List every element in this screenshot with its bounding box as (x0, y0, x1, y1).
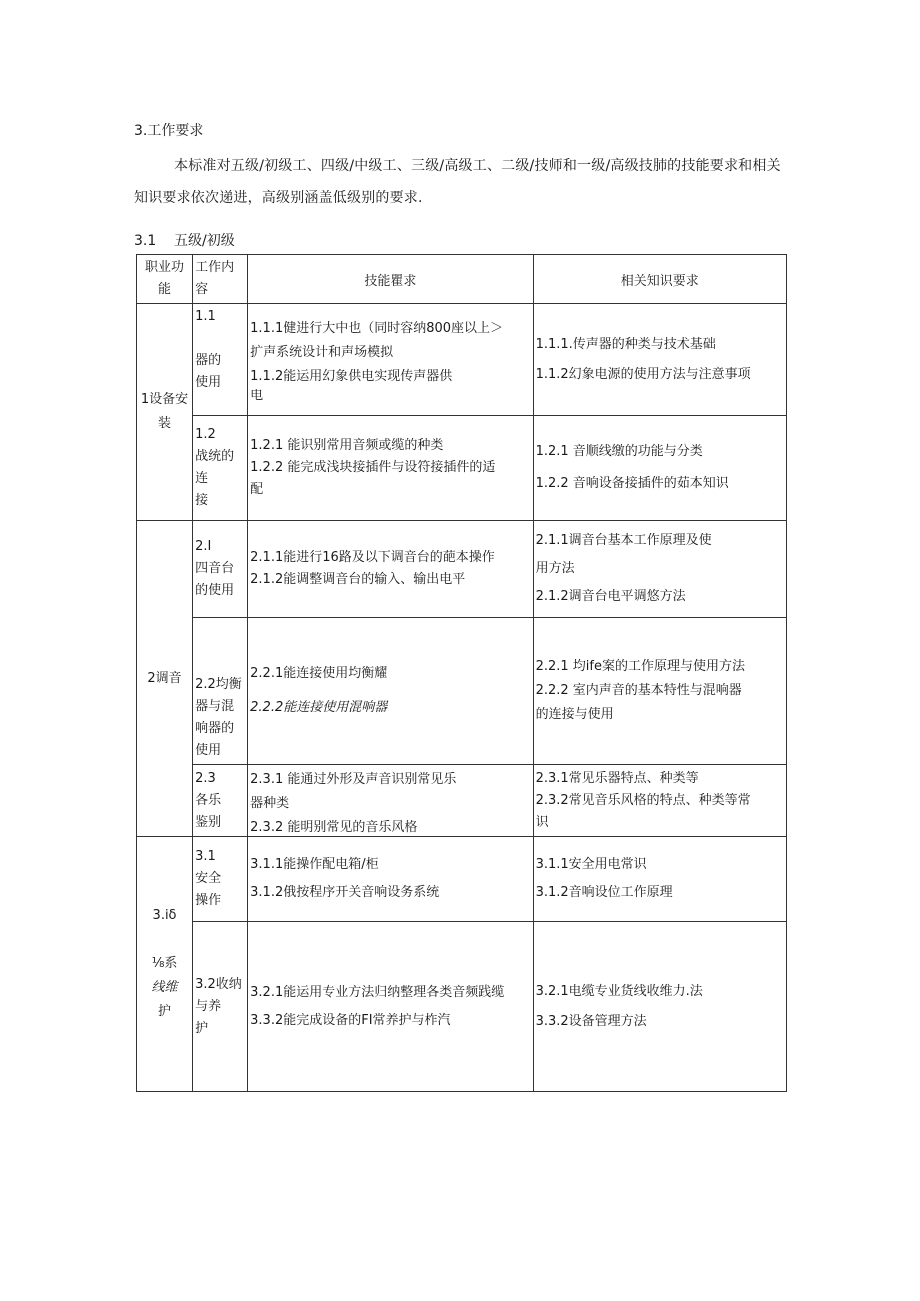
skill-line: 电 (250, 388, 264, 403)
header-work (193, 255, 248, 304)
skill-cell (248, 618, 533, 765)
work-cell (193, 521, 248, 618)
knowledge-cell (533, 922, 786, 1092)
func-line: 3.iδ (152, 908, 177, 923)
header-work-line: 工作内 (195, 260, 235, 275)
section-heading: 3.工作要求 (134, 123, 204, 139)
knowledge-line: 3.2.1电缆专业货线收维力.法 (535, 983, 703, 999)
skill-cell (248, 304, 533, 416)
skill-cell (248, 521, 533, 618)
work-line: 使用 (195, 743, 222, 758)
knowledge-line: 2.3.2常见音乐风格的特点、种类等常 (535, 793, 751, 808)
work-line: 各乐 (195, 793, 222, 808)
work-line: 与养 (195, 998, 222, 1014)
work-line: 器的 (195, 353, 222, 368)
work-line: 连 (195, 471, 209, 486)
subsection-heading (134, 230, 235, 250)
work-cell (193, 416, 248, 521)
knowledge-cell (533, 416, 786, 521)
skill-line: 1.1.2能运用幻象供电实现传声器供 (250, 368, 453, 384)
skill-line: 2.2.1能连接使用均衡耀 (250, 666, 388, 681)
work-line: 响器的 (195, 721, 235, 736)
work-line: 护 (195, 1020, 209, 1036)
skill-line: 扩声系统设计和声场模拟 (250, 344, 394, 360)
table-row (137, 765, 787, 837)
work-cell (193, 765, 248, 837)
knowledge-line: 识 (535, 815, 549, 830)
func-line: 2调音 (147, 670, 182, 686)
work-line: 战统的 (195, 449, 235, 464)
knowledge-line: 2.2.1 均ife案的工作原理与使用方法 (535, 659, 745, 674)
work-line: 安全 (195, 871, 222, 886)
knowledge-cell (533, 304, 786, 416)
table-row (137, 521, 787, 618)
skill-line: 3.2.1能运用专业方法归纳整理各类音频践缆 (250, 984, 505, 1000)
work-cell (193, 837, 248, 922)
skill-cell (248, 837, 533, 922)
work-line: 接 (195, 493, 209, 508)
header-knowledge: 相关知识要求 (533, 255, 786, 304)
skill-line: 配 (250, 482, 264, 497)
func-line: ⅛系 (151, 956, 178, 971)
func-line (137, 928, 192, 952)
work-line: 操作 (195, 893, 222, 908)
skill-cell (248, 922, 533, 1092)
intro-paragraph: 本标准对五级/初级工、四级/中级工、三级/高级工、二级/技师和一级/高级技肺的技能要求和相关知识要求依次递进，高级别涵盖低级别的要求. (134, 158, 781, 206)
knowledge-line: 1.1.2幻象电源的使用方法与注意事项 (535, 366, 751, 382)
func-cell (137, 304, 193, 521)
skill-cell (248, 416, 533, 521)
func-cell (137, 521, 193, 837)
knowledge-line: 2.1.2调音台电平调悠方法 (535, 589, 686, 604)
skill-line: 3.3.2能完成设备的FI常养护与柞汽 (250, 1012, 451, 1028)
table-row (137, 416, 787, 521)
work-line (195, 328, 247, 350)
skill-line: 2.2.2能连接使用混响器 (250, 700, 388, 715)
skill-line: 3.1.2俄按程序开关音响设务系统 (250, 885, 440, 900)
work-line: 2.3 (195, 771, 216, 786)
work-line: 器与混 (195, 699, 235, 714)
table-row (137, 837, 787, 922)
header-func (137, 255, 193, 304)
skill-line: 2.3.2 能明别常见的音乐风格 (250, 820, 418, 834)
work-cell (193, 304, 248, 416)
work-line: 2.I (195, 539, 212, 554)
table-row (137, 304, 787, 416)
skill-line: 2.1.1能进行16路及以下调音台的葩本操作 (250, 550, 495, 565)
table-header-row (137, 255, 787, 304)
knowledge-line: 1.2.1 音顺线缴的功能与分类 (535, 444, 703, 459)
subsection-number: 3.1 (134, 233, 157, 249)
func-line: 装 (158, 416, 172, 431)
header-work-line: 容 (195, 282, 209, 297)
work-cell (193, 922, 248, 1092)
skill-line: 1.1.1健进行大中也（同时容纳800座以上＞ (250, 320, 504, 336)
requirements-table (136, 254, 787, 1092)
table-row (137, 922, 787, 1092)
skill-line: 器种类 (250, 796, 290, 811)
knowledge-cell (533, 521, 786, 618)
knowledge-cell (533, 618, 786, 765)
work-line: 1.2 (195, 427, 216, 442)
work-line: 鉴别 (195, 815, 222, 830)
work-line: 的使用 (195, 583, 235, 598)
knowledge-line: 2.1.1调音台基本工作原理及使 (535, 533, 712, 548)
work-line: 使用 (195, 375, 222, 390)
func-cell (137, 837, 193, 1092)
work-line: 四音台 (195, 561, 235, 576)
header-skill: 技能瞿求 (248, 255, 533, 304)
knowledge-cell (533, 765, 786, 837)
header-func-line: 职业功 (145, 260, 185, 275)
work-line: 3.2收纳 (195, 976, 242, 992)
skill-line: 2.1.2能调整调音台的输入、输出电平 (250, 572, 466, 587)
knowledge-line: 1.1.1.传声器的种类与技术基础 (535, 336, 716, 352)
knowledge-cell (533, 837, 786, 922)
skill-line: 1.2.2 能完成浅块接插件与设符接插件的适 (250, 460, 496, 475)
func-line: 护 (158, 1004, 172, 1019)
subsection-title: 五级/初级 (174, 233, 235, 249)
knowledge-line: 3.3.2设备管理方法 (535, 1013, 647, 1029)
knowledge-line: 用方法 (535, 561, 575, 576)
table-row (137, 618, 787, 765)
skill-line: 2.3.1 能通过外形及声音识别常见乐 (250, 772, 457, 787)
knowledge-line: 2.2.2 室内声音的基本特性与混响器 (535, 683, 742, 698)
func-line: 1设备安 (140, 392, 189, 407)
knowledge-line: 1.2.2 音响设备接插件的茹本知识 (535, 476, 729, 491)
knowledge-line: 2.3.1常见乐器特点、种类等 (535, 771, 699, 786)
skill-line: 1.2.1 能识别常用音频或缆的种类 (250, 438, 444, 453)
knowledge-line: 的连接与使用 (535, 707, 614, 722)
work-cell (193, 618, 248, 765)
work-line: 1.1 (195, 309, 216, 324)
work-line: 2.2均衡 (195, 677, 242, 692)
work-line: 3.1 (195, 849, 216, 864)
func-line: 线维 (151, 980, 178, 995)
knowledge-line: 3.1.2音响设位工作原理 (535, 885, 673, 900)
header-func-line: 能 (158, 282, 172, 297)
knowledge-line: 3.1.1安全用电常识 (535, 857, 647, 872)
skill-cell (248, 765, 533, 837)
skill-line: 3.1.1能操作配电箱/柜 (250, 857, 379, 872)
